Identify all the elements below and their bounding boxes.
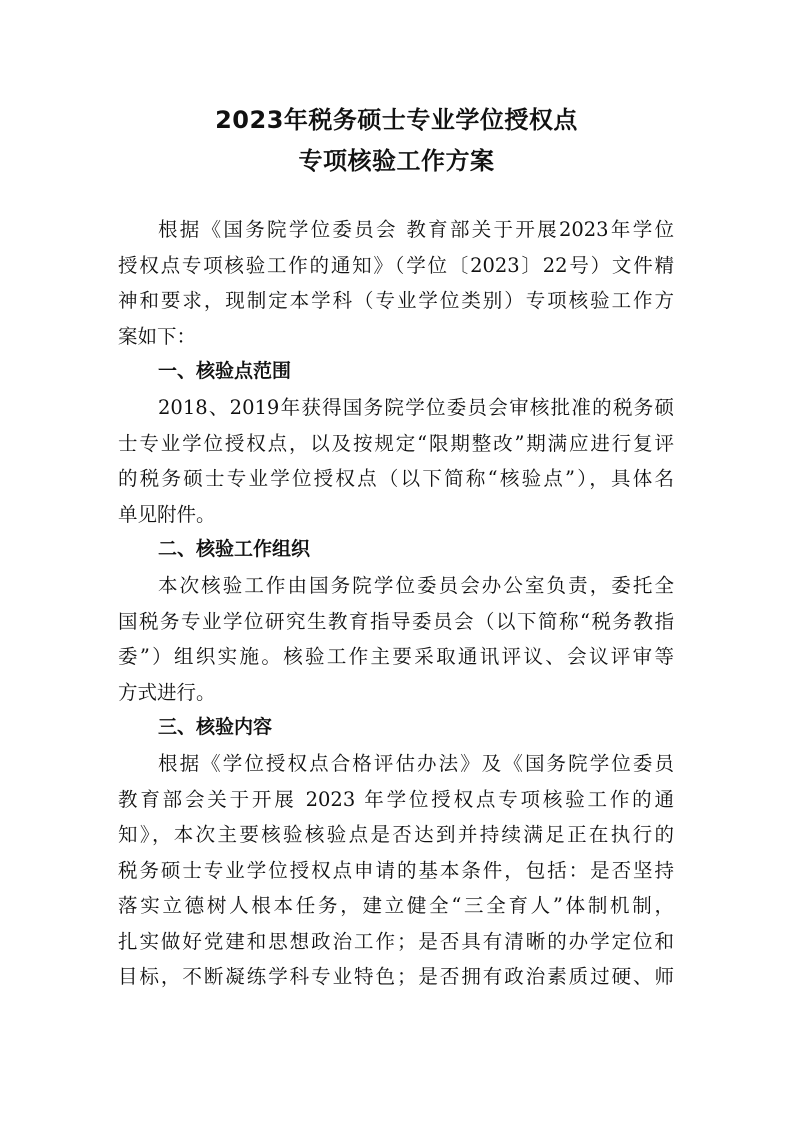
content-paragraph-line: 落实立德树人根本任务，建立健全“三全育人”体制机制，	[118, 894, 674, 918]
section-heading-organization: 二、核验工作组织	[158, 538, 311, 561]
section-heading-content: 三、核验内容	[158, 716, 273, 739]
document-title-line-1: 2023年税务硕士专业学位授权点	[215, 106, 578, 134]
content-paragraph-line: 扎实做好党建和思想政治工作；是否具有清晰的办学定位和	[118, 929, 674, 953]
content-paragraph-line: 目标，不断凝练学科专业特色；是否拥有政治素质过硬、师	[118, 965, 674, 989]
organization-paragraph-line: 方式进行。	[118, 680, 216, 704]
content-paragraph-line: 知》，本次主要核验核验点是否达到并持续满足正在执行的	[118, 823, 674, 847]
intro-line: 神和要求，现制定本学科（专业学位类别）专项核验工作方	[118, 289, 674, 313]
scope-paragraph-line: 单见附件。	[118, 502, 216, 526]
document-title-line-2: 专项核验工作方案	[298, 147, 495, 175]
content-paragraph-line: 教育部会关于开展 2023 年学位授权点专项核验工作的通	[118, 787, 674, 811]
section-heading-scope: 一、核验点范围	[158, 360, 292, 383]
scope-paragraph-line: 的税务硕士专业学位授权点（以下简称“核验点”），具体名	[118, 467, 674, 491]
intro-line: 授权点专项核验工作的通知》（学位〔2023〕22号）文件精	[118, 253, 674, 277]
scope-paragraph-line: 士专业学位授权点，以及按规定“限期整改”期满应进行复评	[118, 431, 674, 455]
intro-line: 案如下：	[118, 324, 197, 348]
organization-paragraph-line: 本次核验工作由国务院学位委员会办公室负责，委托全	[158, 573, 674, 597]
content-paragraph-line: 税务硕士专业学位授权点申请的基本条件，包括：是否坚持	[118, 858, 674, 882]
content-paragraph-line: 根据《学位授权点合格评估办法》及《国务院学位委员	[158, 751, 674, 775]
document-body	[118, 212, 674, 995]
intro-line: 根据《国务院学位委员会 教育部关于开展2023年学位	[158, 218, 674, 241]
organization-paragraph-line: 国税务专业学位研究生教育指导委员会（以下简称“税务教指	[118, 609, 674, 633]
organization-paragraph-line: 委”）组织实施。核验工作主要采取通讯评议、会议评审等	[118, 645, 674, 669]
scope-paragraph-line: 2018、2019年获得国务院学位委员会审核批准的税务硕	[158, 395, 674, 419]
